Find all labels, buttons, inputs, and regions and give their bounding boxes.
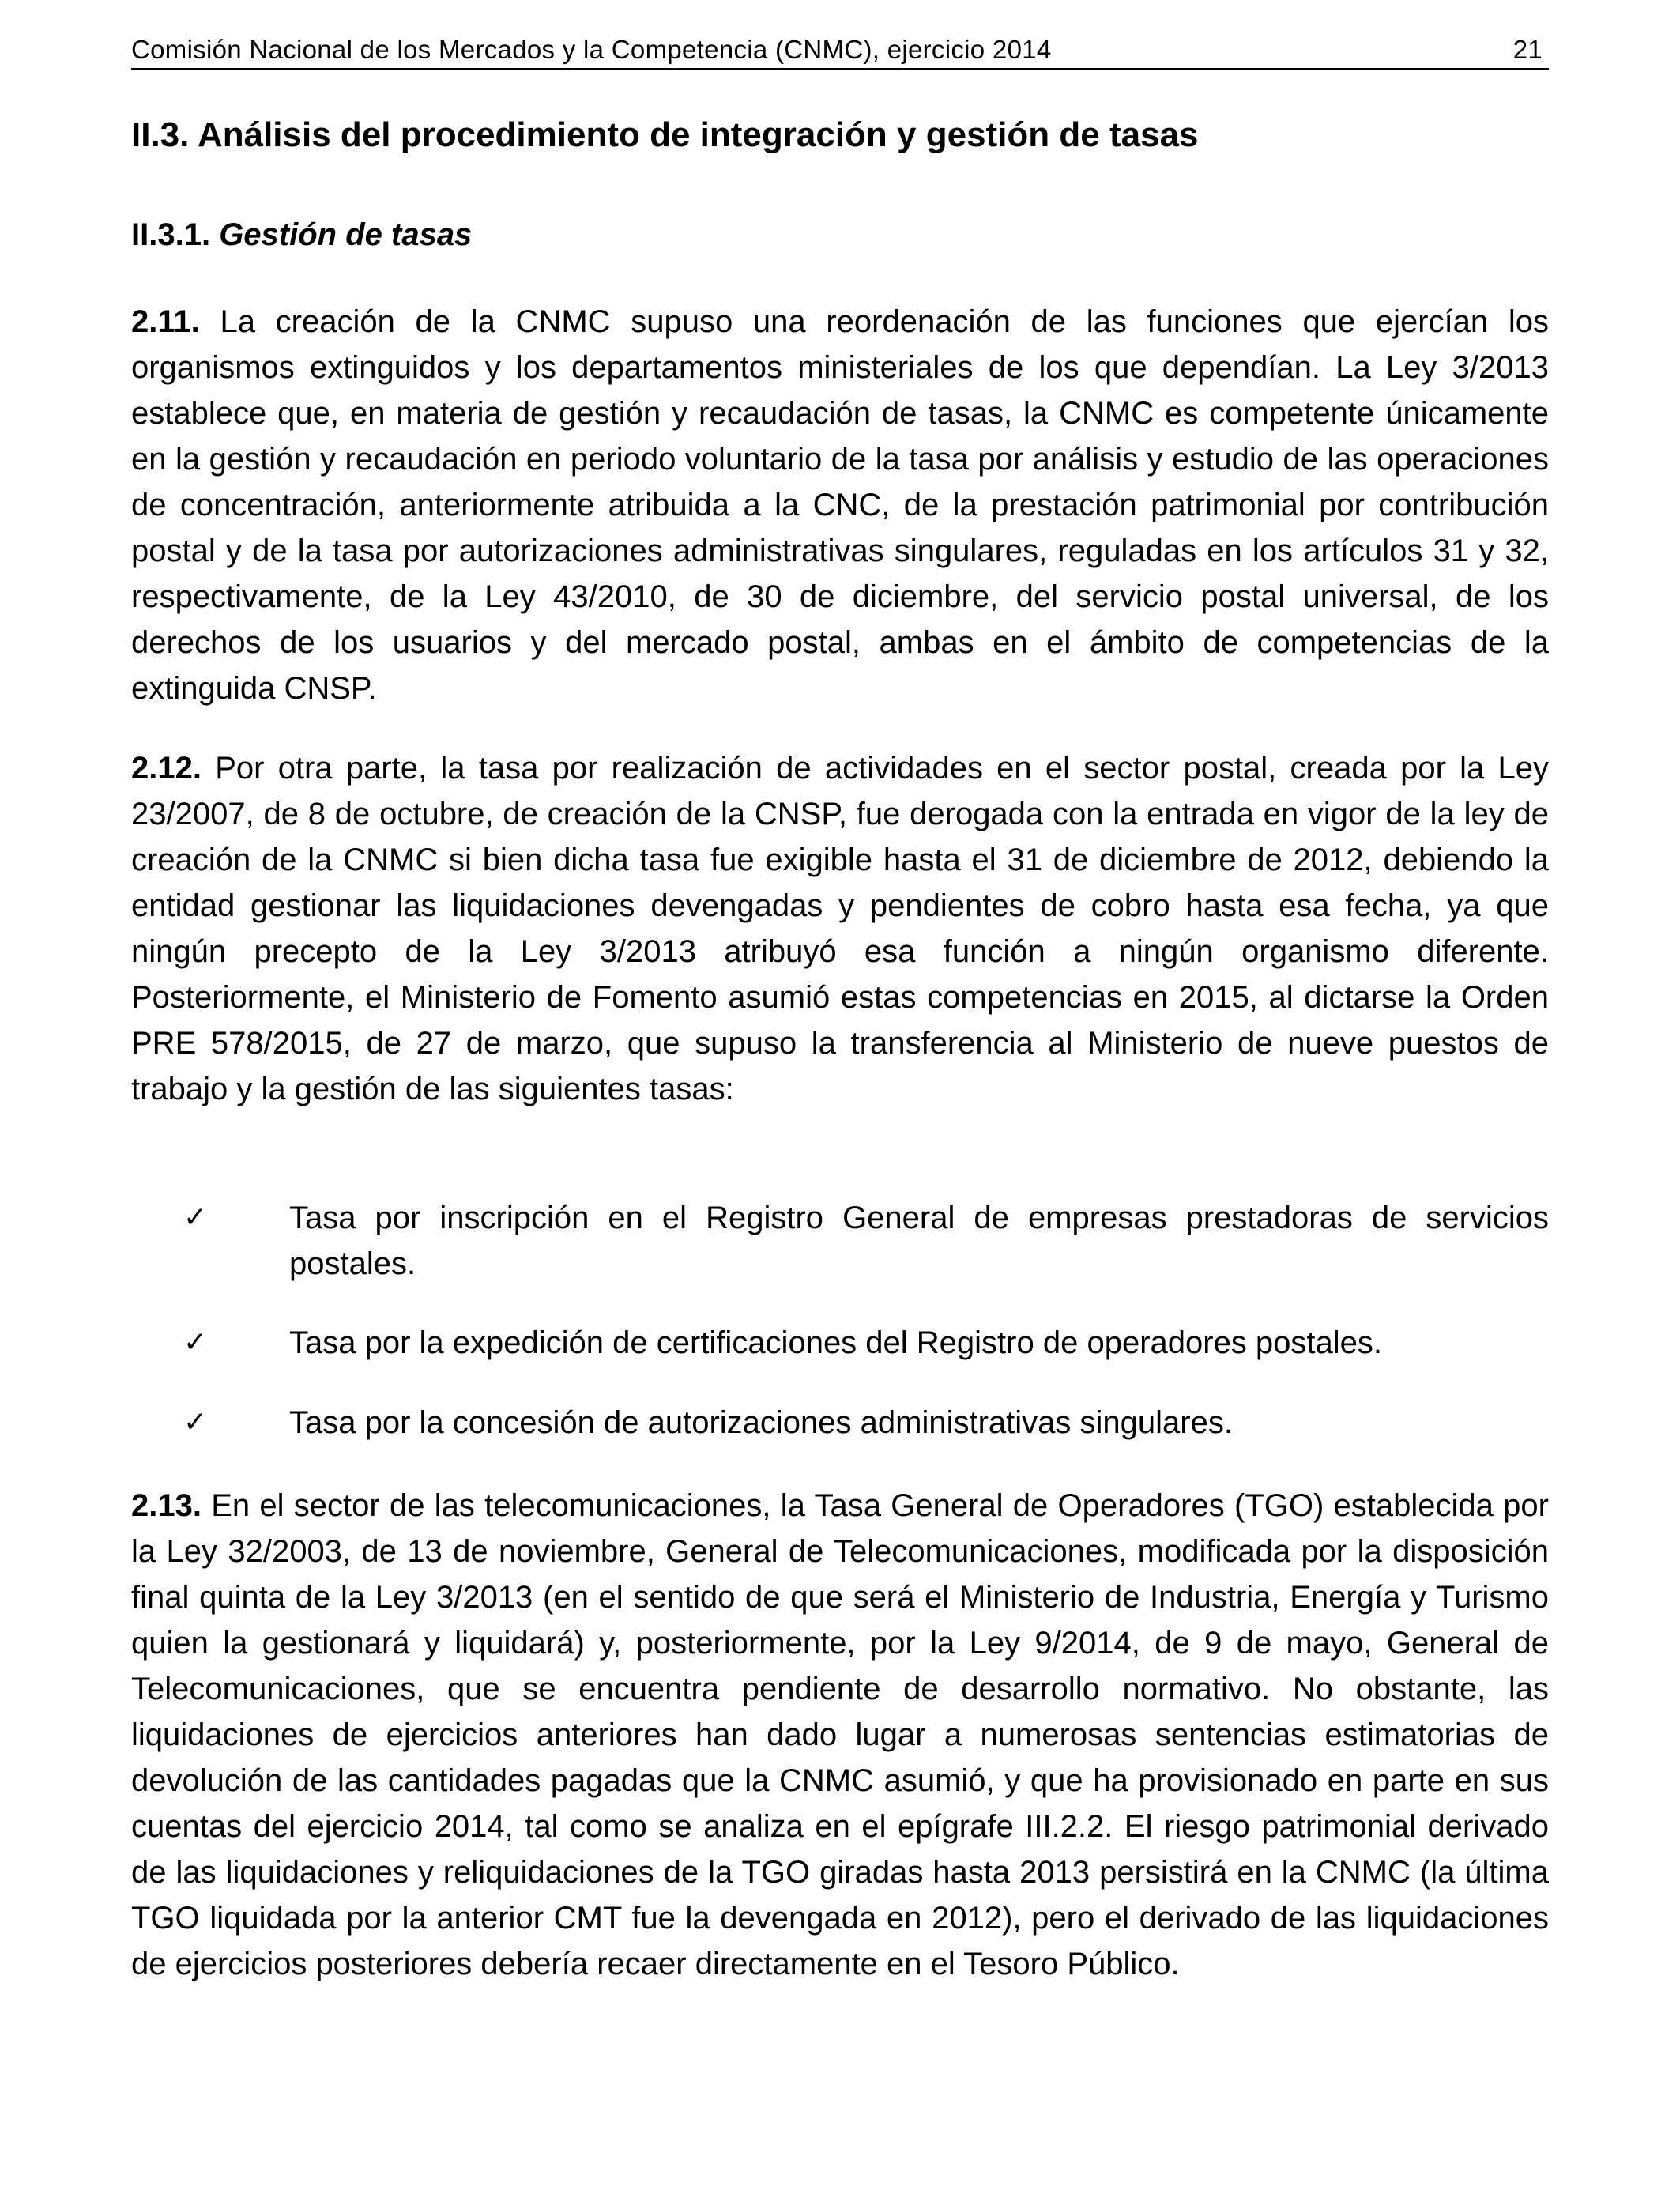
page-number: 21 — [1512, 35, 1543, 64]
bullet-item — [183, 1320, 1549, 1366]
checkmark-icon: ✓ — [183, 1201, 208, 1234]
subsection-title: Gestión de tasas — [219, 217, 473, 252]
paragraph-text: Por otra parte, la tasa por realización de actividades en el sector postal, creada por la Ley 23/2007, de 8 de octubre, de creación de la CNSP, fue derogada con la entrada en vigor de la ley de creación de la CNMC si bien dicha tasa fue exigible hasta el 31 de diciembre de 2012, debiendo la entidad gestionar las liquidaciones devengadas y pendientes de cobro hasta esa fecha, ya que ningún precepto de la Ley 3/2013 atribuyó esa función a ningún organismo diferente. Posteriormente, el Ministerio de Fomento asumió estas competencias en 2015, al dictarse la Orden PRE 578/2015, de 27 de marzo, que supuso la transferencia al Ministerio de nueve puestos de trabajo y la gestión de las siguientes tasas: — [131, 751, 1549, 1106]
paragraph-2-12 — [131, 745, 1549, 1112]
paragraph-number: 2.12. — [131, 751, 202, 786]
checkmark-icon: ✓ — [183, 1406, 208, 1438]
paragraph-2-13 — [131, 1483, 1549, 1987]
section-heading: II.3. Análisis del procedimiento de integración y gestión de tasas — [131, 115, 1199, 154]
paragraph-text: La creación de la CNMC supuso una reordenación de las funciones que ejercían los organismos extinguidos y los departamentos ministeriales de los que dependían. La Ley 3/2013 establece que, en materia de gestión y recaudación de tasas, la CNMC es competente únicamente en la gestión y recaudación en periodo voluntario de la tasa por análisis y estudio de las operaciones de concentración, anteriormente atribuida a la CNC, de la prestación patrimonial por contribución postal y de la tasa por autorizaciones administrativas singulares, reguladas en los artículos 31 y 32, respectivamente, de la Ley 43/2010, de 30 de diciembre, del servicio postal universal, de los derechos de los usuarios y del mercado postal, ambas en el ámbito de competencias de la extinguida CNSP. — [131, 304, 1549, 706]
paragraph-number: 2.11. — [131, 304, 200, 339]
bullet-text: Tasa por la concesión de autorizaciones administrativas singulares. — [289, 1405, 1233, 1440]
paragraph-2-11 — [131, 299, 1549, 711]
bullet-text: Tasa por inscripción en el Registro General de empresas prestadoras de servicios postales. — [289, 1201, 1549, 1281]
subsection-number: II.3.1. — [131, 217, 211, 252]
checkmark-icon: ✓ — [183, 1326, 208, 1359]
paragraph-number: 2.13. — [131, 1488, 202, 1523]
bullet-item — [183, 1400, 1549, 1446]
header-title: Comisión Nacional de los Mercados y la Competencia (CNMC), ejercicio 2014 — [131, 35, 1052, 64]
paragraph-text: En el sector de las telecomunicaciones, la Tasa General de Operadores (TGO) establecida por la Ley 32/2003, de 13 de noviembre, General de Telecomunicaciones, modificada por la disposición final quinta de la Ley 3/2013 (en el sentido de que será el Ministerio de Industria, Energía y Turismo quien la gestionará y liquidará) y, posteriormente, por la Ley 9/2014, de 9 de mayo, General de Telecomunicaciones, que se encuentra pendiente de desarrollo normativo. No obstante, las liquidaciones de ejercicios anteriores han dado lugar a numerosas sentencias estimatorias de devolución de las cantidades pagadas que la CNMC asumió, y que ha provisionado en parte en sus cuentas del ejercicio 2014, tal como se analiza en el epígrafe III.2.2. El riesgo patrimonial derivado de las liquidaciones y reliquidaciones de la TGO giradas hasta 2013 persistirá en la CNMC (la última TGO liquidada por la anterior CMT fue la devengada en 2012), pero el derivado de las liquidaciones de ejercicios posteriores debería recaer directamente en el Tesoro Público. — [131, 1488, 1549, 1981]
subsection-heading — [131, 217, 472, 253]
bullet-text: Tasa por la expedición de certificaciones del Registro de operadores postales. — [289, 1325, 1383, 1360]
running-header — [131, 35, 1549, 70]
bullet-item — [183, 1195, 1549, 1287]
